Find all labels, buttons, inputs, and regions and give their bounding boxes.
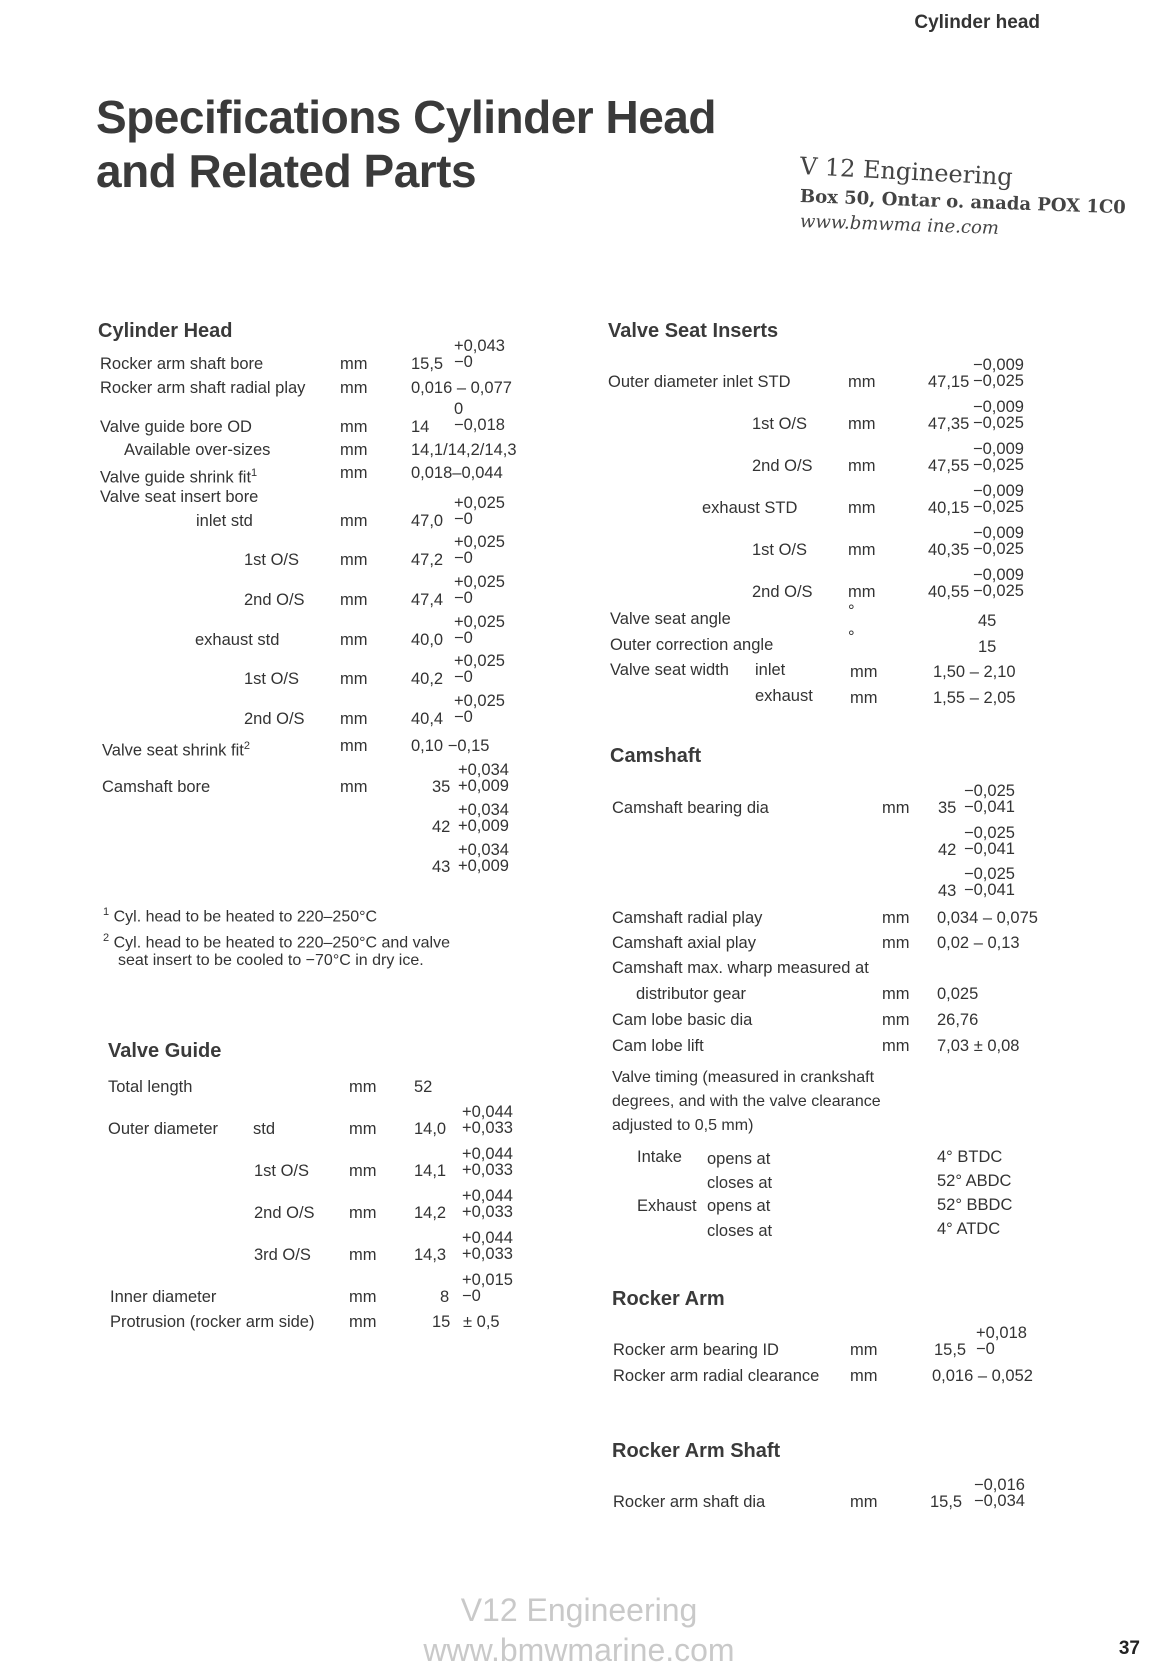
ch-row-base: 42	[432, 818, 451, 836]
vg-row-label: Total length	[108, 1078, 193, 1096]
vsi-row-label: Valve seat angle	[610, 610, 731, 628]
vg-row-tolerance: +0,044 +0,033	[462, 1187, 513, 1221]
cam-row-base: 43	[938, 882, 957, 900]
timing-value: 4° BTDC	[937, 1148, 1003, 1166]
vg-row-unit: mm	[349, 1162, 377, 1180]
vsi-row-label: 2nd O/S	[752, 583, 813, 601]
vsi-row-tolerance: −0,009 −0,025	[973, 398, 1024, 432]
vsi-row-label: Outer diameter inlet STD	[608, 373, 791, 391]
vg-row-sub: 2nd O/S	[254, 1204, 315, 1222]
ch-row-label: Rocker arm shaft radial play	[100, 379, 306, 397]
cam-row-label: Cam lobe basic dia	[612, 1011, 753, 1029]
ra-row-unit: mm	[850, 1367, 878, 1385]
vg-row-base: 8	[440, 1288, 450, 1306]
vg-row-base: 14,0	[414, 1120, 447, 1138]
ch-row-value: 0,016 – 0,077	[411, 379, 512, 397]
vg-row-base: 14,1	[414, 1162, 447, 1180]
ch-row-unit: mm	[340, 379, 368, 397]
ra-row-label: Rocker arm radial clearance	[613, 1367, 820, 1385]
ch-row-unit: mm	[340, 441, 368, 459]
ch-row-label: inlet std	[196, 512, 253, 530]
ch-row-base: 14	[411, 418, 430, 436]
ch-row-tolerance: +0,025 −0	[454, 533, 505, 567]
footnote-1: $^1$ Cyl. head to be heated to 220–250°C	[103, 906, 378, 926]
watermark-name: V12 Engineering	[460, 1592, 698, 1628]
vg-row-tolerance: +0,044 +0,033	[462, 1145, 513, 1179]
vg-row-label: Protrusion (rocker arm side)	[110, 1313, 315, 1331]
ch-row-unit: mm	[340, 591, 368, 609]
timing-sub: closes at	[707, 1174, 773, 1192]
cam-row-tolerance: −0,025 −0,041	[964, 782, 1015, 816]
vg-row-unit: mm	[349, 1078, 377, 1096]
camshaft-heading: Camshaft	[610, 745, 702, 767]
cam-row-label: Camshaft axial play	[612, 934, 756, 952]
ch-row-unit: mm	[340, 710, 368, 728]
vg-row-base: 15	[432, 1313, 451, 1331]
ra-row-unit: mm	[850, 1341, 878, 1359]
ch-row-base: 35	[432, 778, 451, 796]
vg-row-base: 14,3	[414, 1246, 447, 1264]
cam-row-label: Camshaft max. wharp measured at	[612, 959, 869, 977]
cam-row-unit: mm	[882, 909, 910, 927]
dealer-stamp	[799, 152, 1127, 239]
vg-row-unit: mm	[349, 1288, 377, 1306]
vsi-row-unit: °	[848, 628, 855, 646]
ch-row-label: Valve guide bore OD	[100, 418, 252, 436]
vsi-row-unit: mm	[848, 583, 876, 601]
vsi-row-sub: inlet	[755, 661, 786, 679]
ch-row-tolerance: +0,025 −0	[454, 494, 505, 528]
footnote-2-cont: seat insert to be cooled to −70°C in dry ice.	[118, 952, 424, 969]
timing-value: 52° ABDC	[937, 1172, 1012, 1190]
ra-row-label: Rocker arm bearing ID	[613, 1341, 779, 1359]
vsi-row-tolerance: −0,009 −0,025	[973, 482, 1024, 516]
stamp-line-2: Box 50, Ontar o. anada POX 1C0	[799, 186, 1127, 219]
vg-row-label: Outer diameter	[108, 1120, 219, 1138]
vg-row-value: ± 0,5	[463, 1313, 500, 1331]
vsi-row-unit: mm	[850, 663, 878, 681]
ras-row-base: 15,5	[930, 1493, 963, 1511]
vg-row-label: Inner diameter	[110, 1288, 217, 1306]
timing-sub: closes at	[707, 1222, 773, 1240]
ch-row-tolerance: +0,034 +0,009	[458, 761, 509, 795]
timing-value: 52° BBDC	[937, 1196, 1013, 1214]
ch-row-base: 43	[432, 858, 451, 876]
ra-row-base: 15,5	[934, 1341, 967, 1359]
vsi-row-base: 40,55	[928, 583, 970, 601]
vsi-row-label: 1st O/S	[752, 415, 808, 433]
vsi-row-base: 47,35	[928, 415, 970, 433]
vsi-row-base: 40,15	[928, 499, 970, 517]
ch-row-unit: mm	[340, 778, 368, 796]
ch-row-value: 0,10 −0,15	[411, 737, 490, 755]
ch-row-unit: mm	[340, 512, 368, 530]
ch-row-unit: mm	[340, 464, 368, 482]
title-line-1: Specifications Cylinder Head	[96, 91, 716, 143]
vg-row-unit: mm	[349, 1204, 377, 1222]
vg-row-tolerance: +0,044 +0,033	[462, 1103, 513, 1137]
vsi-row-value: 1,55 – 2,05	[933, 689, 1016, 707]
timing-label: Exhaust	[637, 1197, 697, 1215]
ch-row-label: Rocker arm shaft bore	[100, 355, 264, 373]
stamp-line-1: V 12 Engineering	[799, 152, 1014, 192]
cam-row-value: 7,03 ± 0,08	[937, 1037, 1020, 1055]
cam-row-unit: mm	[882, 1011, 910, 1029]
timing-label: Intake	[637, 1148, 682, 1166]
ch-row-tolerance: +0,025 −0	[454, 613, 505, 647]
page-title	[96, 90, 716, 198]
cam-row-base: 42	[938, 841, 957, 859]
vg-row-tolerance: +0,044 +0,033	[462, 1229, 513, 1263]
vsi-row-unit: mm	[850, 689, 878, 707]
vg-row-sub: std	[253, 1120, 276, 1138]
vsi-row-value: 45	[978, 612, 997, 630]
ch-row-label: 1st O/S	[244, 551, 300, 569]
page-number: 37	[1118, 1638, 1140, 1659]
ras-row-label: Rocker arm shaft dia	[613, 1493, 766, 1511]
valve-timing-text: Valve timing (measured in crankshaft degrees, and with the valve clearance adjusted to 0,5 mm)	[612, 1069, 881, 1134]
cam-row-label: Camshaft radial play	[612, 909, 763, 927]
running-head: Cylinder head	[914, 12, 1040, 33]
footnote-2: $^2$ Cyl. head to be heated to 220–250°C and valve	[103, 932, 450, 952]
vsi-row-unit: mm	[848, 499, 876, 517]
ch-row-tolerance: +0,034 +0,009	[458, 841, 509, 875]
vsi-row-label: exhaust STD	[702, 499, 798, 517]
ch-row-label: 2nd O/S	[244, 591, 305, 609]
vsi-row-unit: mm	[848, 457, 876, 475]
cam-row-base: 35	[938, 799, 957, 817]
ch-row-unit: mm	[340, 355, 368, 373]
ch-row-label: Valve seat shrink fit$^2$	[102, 740, 250, 760]
ch-row-label: 2nd O/S	[244, 710, 305, 728]
ch-row-label: 1st O/S	[244, 670, 300, 688]
vsi-row-tolerance: −0,009 −0,025	[973, 356, 1024, 390]
cam-row-label: Cam lobe lift	[612, 1037, 704, 1055]
vsi-row-sub: exhaust	[755, 687, 813, 705]
vsi-row-label: Valve seat width	[610, 661, 729, 679]
ch-row-unit: mm	[340, 670, 368, 688]
ch-row-label: Valve seat insert bore	[100, 488, 259, 506]
cam-row-label: distributor gear	[636, 985, 747, 1003]
vsi-row-base: 47,15	[928, 373, 970, 391]
cam-row-tolerance: −0,025 −0,041	[964, 824, 1015, 858]
vsi-row-label: 2nd O/S	[752, 457, 813, 475]
ch-row-base: 40,4	[411, 710, 444, 728]
vsi-row-unit: mm	[848, 541, 876, 559]
cam-row-unit: mm	[882, 934, 910, 952]
cam-row-unit: mm	[882, 985, 910, 1003]
ch-row-base: 40,2	[411, 670, 444, 688]
vsi-row-label: 1st O/S	[752, 541, 808, 559]
valve-seat-inserts-heading: Valve Seat Inserts	[608, 320, 779, 342]
vsi-row-value: 1,50 – 2,10	[933, 663, 1016, 681]
ra-row-tolerance: +0,018 −0	[976, 1324, 1027, 1358]
vsi-row-label: Outer correction angle	[610, 636, 774, 654]
ras-row-unit: mm	[850, 1493, 878, 1511]
vg-row-sub: 3rd O/S	[254, 1246, 311, 1264]
cam-row-label: Camshaft bearing dia	[612, 799, 769, 817]
ch-row-unit: mm	[340, 551, 368, 569]
ch-row-base: 15,5	[411, 355, 444, 373]
vsi-row-value: 15	[978, 638, 997, 656]
cam-row-unit: mm	[882, 799, 910, 817]
vsi-row-unit: mm	[848, 373, 876, 391]
vg-row-value: 52	[414, 1078, 433, 1096]
vsi-row-base: 40,35	[928, 541, 970, 559]
ch-row-base: 40,0	[411, 631, 444, 649]
ra-row-value: 0,016 – 0,052	[932, 1367, 1033, 1385]
ras-row-tolerance: −0,016 −0,034	[974, 1476, 1025, 1510]
ch-row-label: Available over-sizes	[124, 441, 271, 459]
cam-row-tolerance: −0,025 −0,041	[964, 865, 1015, 899]
vsi-row-tolerance: −0,009 −0,025	[973, 524, 1024, 558]
vsi-row-unit: °	[848, 602, 855, 620]
cylinder-head-heading: Cylinder Head	[98, 320, 233, 342]
rocker-arm-heading: Rocker Arm	[612, 1288, 725, 1310]
ch-row-unit: mm	[340, 737, 368, 755]
stamp-line-3: www.bmwma ine.com	[799, 211, 1000, 239]
ch-row-tolerance: +0,043 −0	[454, 337, 505, 371]
ch-row-tolerance: +0,034 +0,009	[458, 801, 509, 835]
ch-row-base: 47,4	[411, 591, 444, 609]
ch-row-label: Camshaft bore	[102, 778, 211, 796]
watermark-url: www.bmwmarine.com	[423, 1632, 735, 1668]
vg-row-tolerance: +0,015 −0	[462, 1271, 513, 1305]
ch-row-base: 47,0	[411, 512, 444, 530]
vg-row-unit: mm	[349, 1313, 377, 1331]
timing-sub: opens at	[707, 1197, 771, 1215]
cam-row-value: 0,025	[937, 985, 979, 1003]
vg-row-unit: mm	[349, 1120, 377, 1138]
cam-row-value: 26,76	[937, 1011, 979, 1029]
ch-row-value: 14,1/14,2/14,3	[411, 441, 517, 459]
ch-row-tolerance: +0,025 −0	[454, 692, 505, 726]
timing-value: 4° ATDC	[937, 1220, 1001, 1238]
vsi-row-base: 47,55	[928, 457, 970, 475]
rocker-arm-shaft-heading: Rocker Arm Shaft	[612, 1440, 781, 1462]
ch-row-unit: mm	[340, 418, 368, 436]
ch-row-label: Valve guide shrink fit$^1$	[100, 467, 258, 487]
timing-sub: opens at	[707, 1150, 771, 1168]
ch-row-value: 0,018–0,044	[411, 464, 503, 482]
ch-row-unit: mm	[340, 631, 368, 649]
ch-row-tolerance: 0 −0,018	[454, 400, 505, 434]
vg-row-sub: 1st O/S	[254, 1162, 310, 1180]
vsi-row-unit: mm	[848, 415, 876, 433]
cam-row-value: 0,034 – 0,075	[937, 909, 1038, 927]
vg-row-unit: mm	[349, 1246, 377, 1264]
cam-row-unit: mm	[882, 1037, 910, 1055]
title-line-2: and Related Parts	[96, 145, 477, 197]
ch-row-tolerance: +0,025 −0	[454, 652, 505, 686]
ch-row-label: exhaust std	[195, 631, 280, 649]
cam-row-value: 0,02 – 0,13	[937, 934, 1020, 952]
vg-row-base: 14,2	[414, 1204, 447, 1222]
vsi-row-tolerance: −0,009 −0,025	[973, 440, 1024, 474]
vsi-row-tolerance: −0,009 −0,025	[973, 566, 1024, 600]
ch-row-tolerance: +0,025 −0	[454, 573, 505, 607]
valve-guide-heading: Valve Guide	[108, 1040, 222, 1062]
ch-row-base: 47,2	[411, 551, 444, 569]
